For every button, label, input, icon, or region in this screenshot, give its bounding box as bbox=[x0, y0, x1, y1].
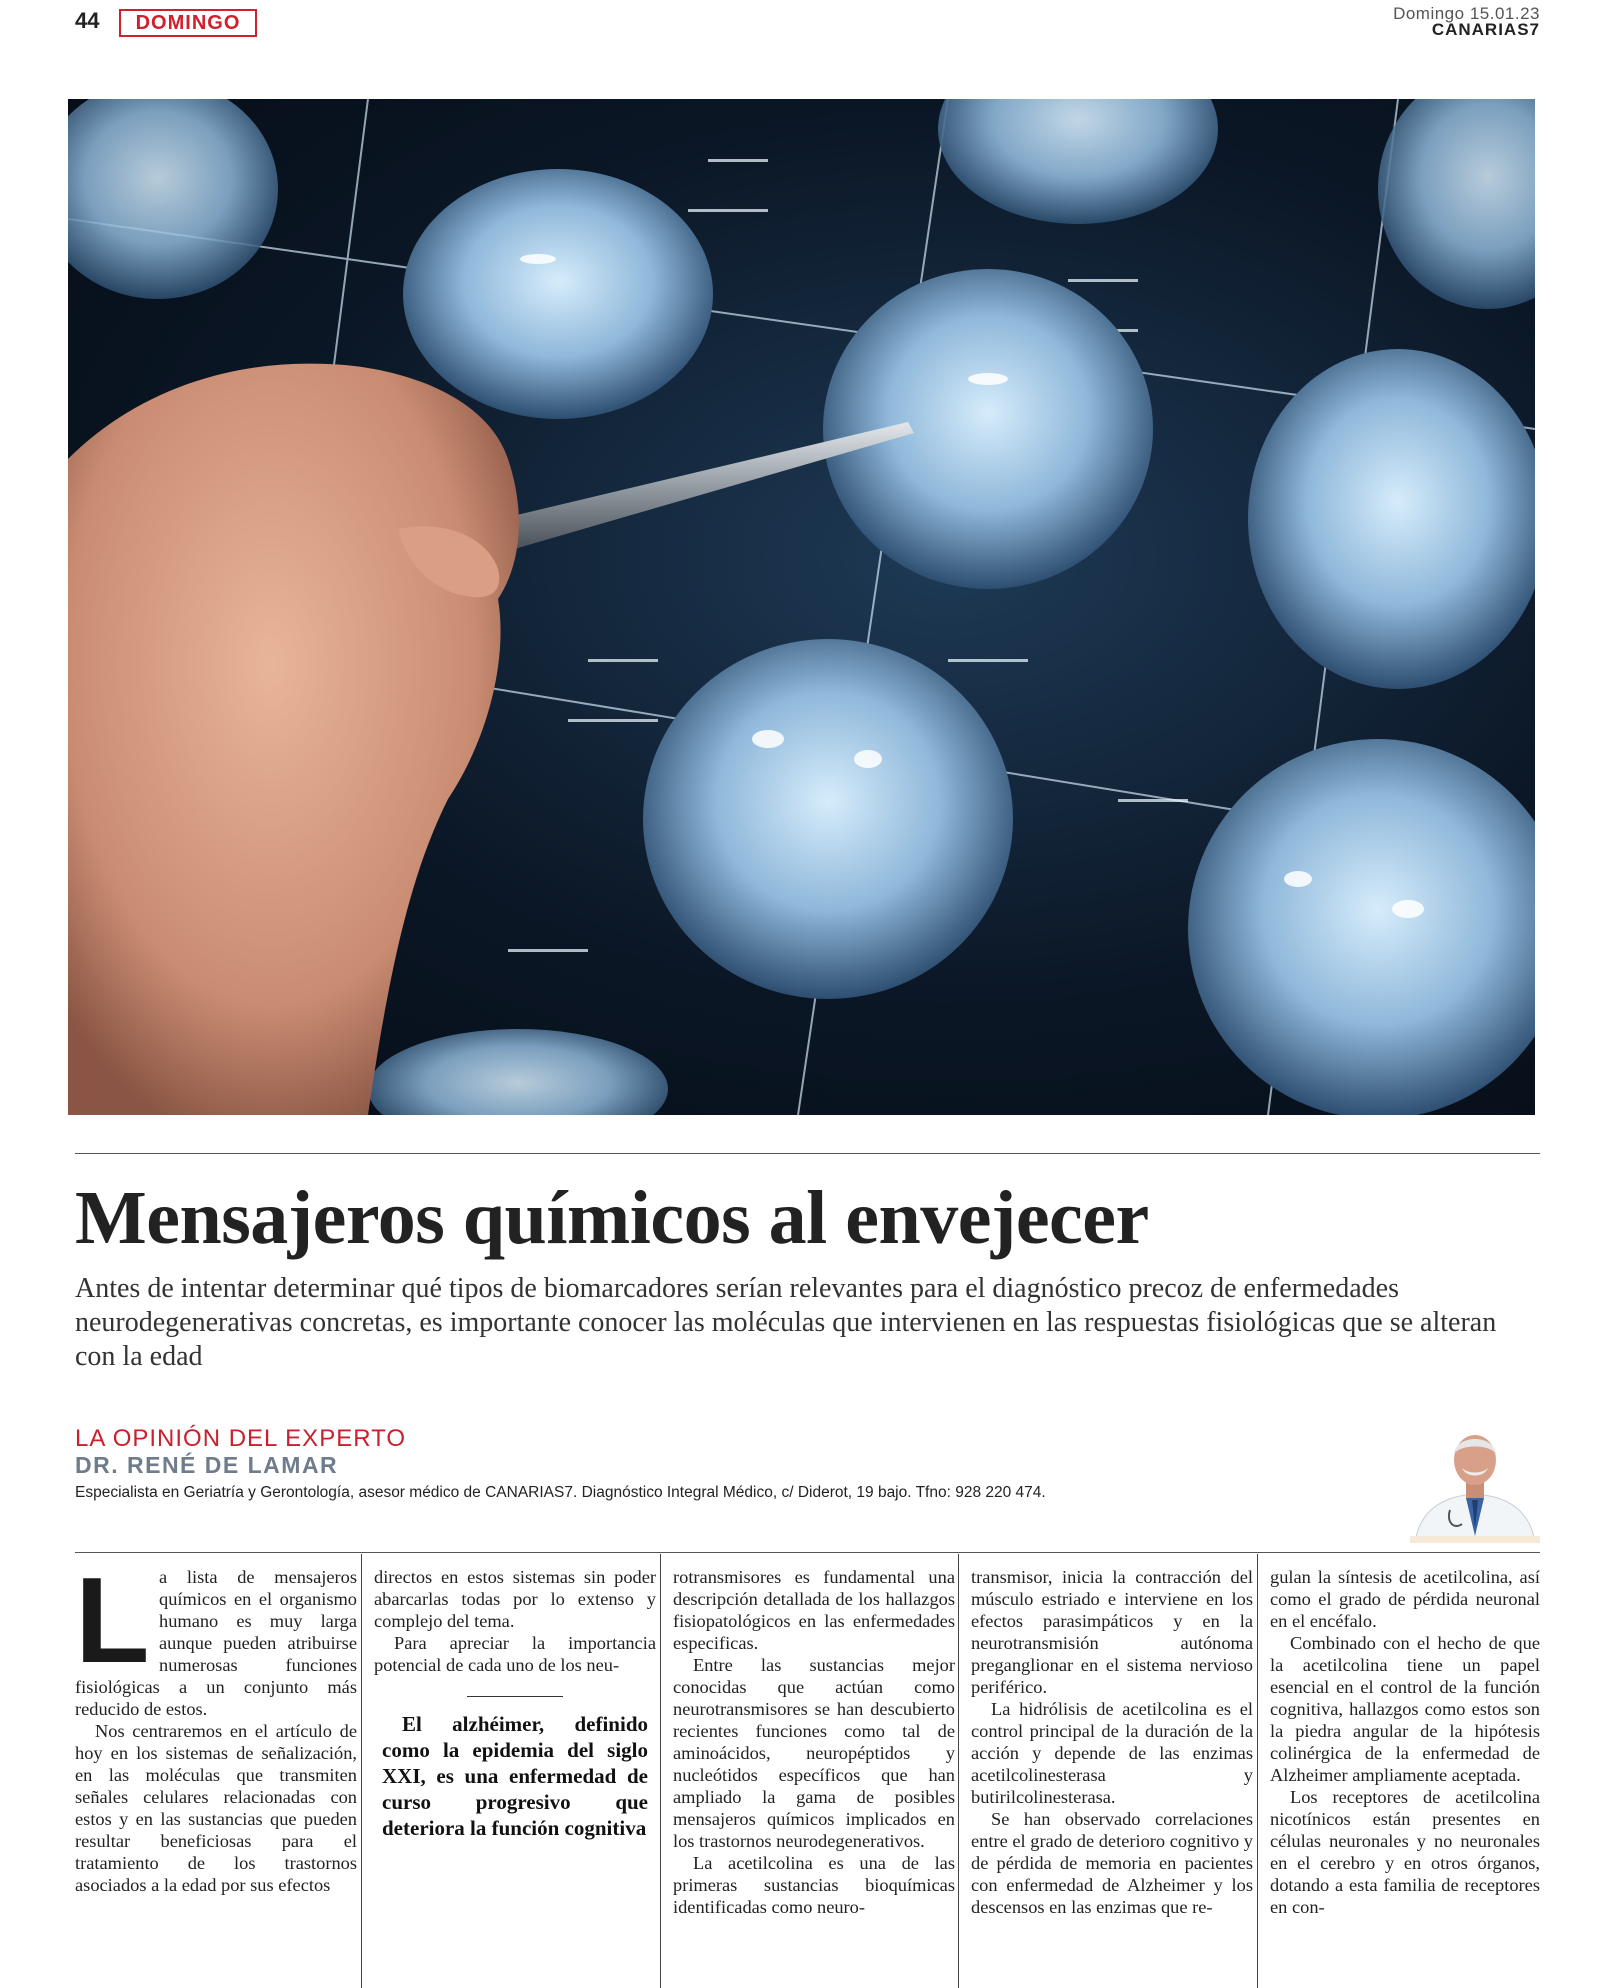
pull-quote-rule bbox=[467, 1696, 563, 1697]
headline-top-rule bbox=[75, 1153, 1540, 1154]
paragraph: gulan la síntesis de acetilcolina, así como el grado de pérdida neuronal en el encéfalo. bbox=[1270, 1567, 1540, 1631]
author-portrait bbox=[1410, 1418, 1540, 1543]
paragraph: Se han observado correlaciones entre el grado de deterioro cognitivo y de pérdida de memoria en pacientes con enfermedad de Alzheimer y los descensos en las enzimas que re- bbox=[971, 1809, 1253, 1917]
paragraph: Para apreciar la importancia potencial de cada uno de los neu- bbox=[374, 1633, 656, 1675]
paragraph: Entre las sustancias mejor conocidas que actúan como neurotransmisores se han descubierto recientes funciones como tal de aminoácidos, neuropéptidos y nucleótidos específicos que han ampliado la gama de posibles mensajeros químicos implicados en los trastornos neurodegenerativos. bbox=[673, 1655, 955, 1851]
section-kicker: LA OPINIÓN DEL EXPERTO bbox=[75, 1425, 406, 1452]
paragraph: directos en estos sistemas sin poder abarcarlas todas por lo extenso y complejo del tema. bbox=[374, 1567, 656, 1631]
column-divider bbox=[361, 1554, 362, 1988]
hero-photo-mri-scans bbox=[68, 99, 1535, 1115]
column-divider bbox=[660, 1554, 661, 1988]
article-column-4 bbox=[971, 1566, 1253, 1986]
author-name: DR. RENÉ DE LAMAR bbox=[75, 1452, 339, 1478]
article-subtitle: Antes de intentar determinar qué tipos de biomarcadores serían relevantes para el diagnóstico precoz de enfermedades neurodegenerativas concretas, es importante conocer las moléculas que intervienen en las respuestas fisiológicas que se alteran con la edad bbox=[75, 1273, 1497, 1372]
article-headline: Mensajeros químicos al envejecer bbox=[75, 1176, 1149, 1260]
paragraph: Los receptores de acetilcolina nicotínicos están presentes en células neuronales y no neuronales en el cerebro y en otros órganos, dotando a esta familia de receptores en con- bbox=[1270, 1787, 1540, 1917]
article-column-2 bbox=[374, 1566, 656, 1986]
doctor-portrait-icon bbox=[1410, 1418, 1540, 1543]
paragraph: rotransmisores es fundamental una descripción detallada de los hallazgos fisiopatológicos en las enfermedades especificas. bbox=[673, 1567, 955, 1653]
paragraph: La hidrólisis de acetilcolina es el control principal de la duración de la acción y depende de las enzimas acetilcolinesterasa y butirilcolinesterasa. bbox=[971, 1699, 1253, 1807]
paragraph: a lista de mensajeros químicos en el organismo humano es muy larga aunque pueden atribuirse numerosas funciones fisiológicas a un conjunto más reducido de estos. bbox=[75, 1567, 357, 1719]
drop-cap: L bbox=[75, 1566, 150, 1688]
byline-bottom-rule bbox=[75, 1552, 1540, 1553]
article-column-5 bbox=[1270, 1566, 1540, 1986]
newspaper-brand: CANARIAS7 bbox=[1431, 20, 1540, 39]
article-column-3 bbox=[673, 1566, 955, 1986]
page-number: 44 bbox=[75, 8, 100, 33]
pull-quote-text: El alzhéimer, definido como la epidemia del siglo XXI, es una enfermedad de curso progresivo que deteriora la función cognitiva bbox=[382, 1712, 648, 1840]
column-divider bbox=[958, 1554, 959, 1988]
mri-scan-illustration bbox=[68, 99, 1535, 1115]
pull-quote bbox=[382, 1696, 648, 1841]
paragraph: Combinado con el hecho de que la acetilcolina tiene un papel esencial en el control de la función cognitiva, hallazgos como estos son la piedra angular de la hipótesis colinérgica de la enfermedad de Alzheimer ampliamente aceptada. bbox=[1270, 1633, 1540, 1785]
paragraph: Nos centraremos en el artículo de hoy en los sistemas de señalización, en las moléculas que transmiten señales celulares relacionadas con estos y en las sustancias que pueden resultar beneficiosas para el tratamiento de los trastornos asociados a la edad por sus efectos bbox=[75, 1721, 357, 1895]
paragraph: La acetilcolina es una de las primeras sustancias bioquímicas identificadas como neuro- bbox=[673, 1853, 955, 1917]
article-column-1 bbox=[75, 1566, 357, 1986]
author-bio: Especialista en Geriatría y Gerontología, asesor médico de CANARIAS7. Diagnóstico Integral Médico, c/ Diderot, 19 bajo. Tfno: 928 220 474. bbox=[75, 1484, 1046, 1501]
issue-date: Domingo 15.01.23 bbox=[1393, 4, 1540, 23]
masthead bbox=[1393, 4, 1540, 40]
column-divider bbox=[1257, 1554, 1258, 1988]
paragraph: transmisor, inicia la contracción del músculo estriado e interviene en los efectos parasimpáticos y en la neurotransmisión autónoma preganglionar en el sistema nervioso periférico. bbox=[971, 1567, 1253, 1697]
section-tag: DOMINGO bbox=[119, 9, 257, 37]
